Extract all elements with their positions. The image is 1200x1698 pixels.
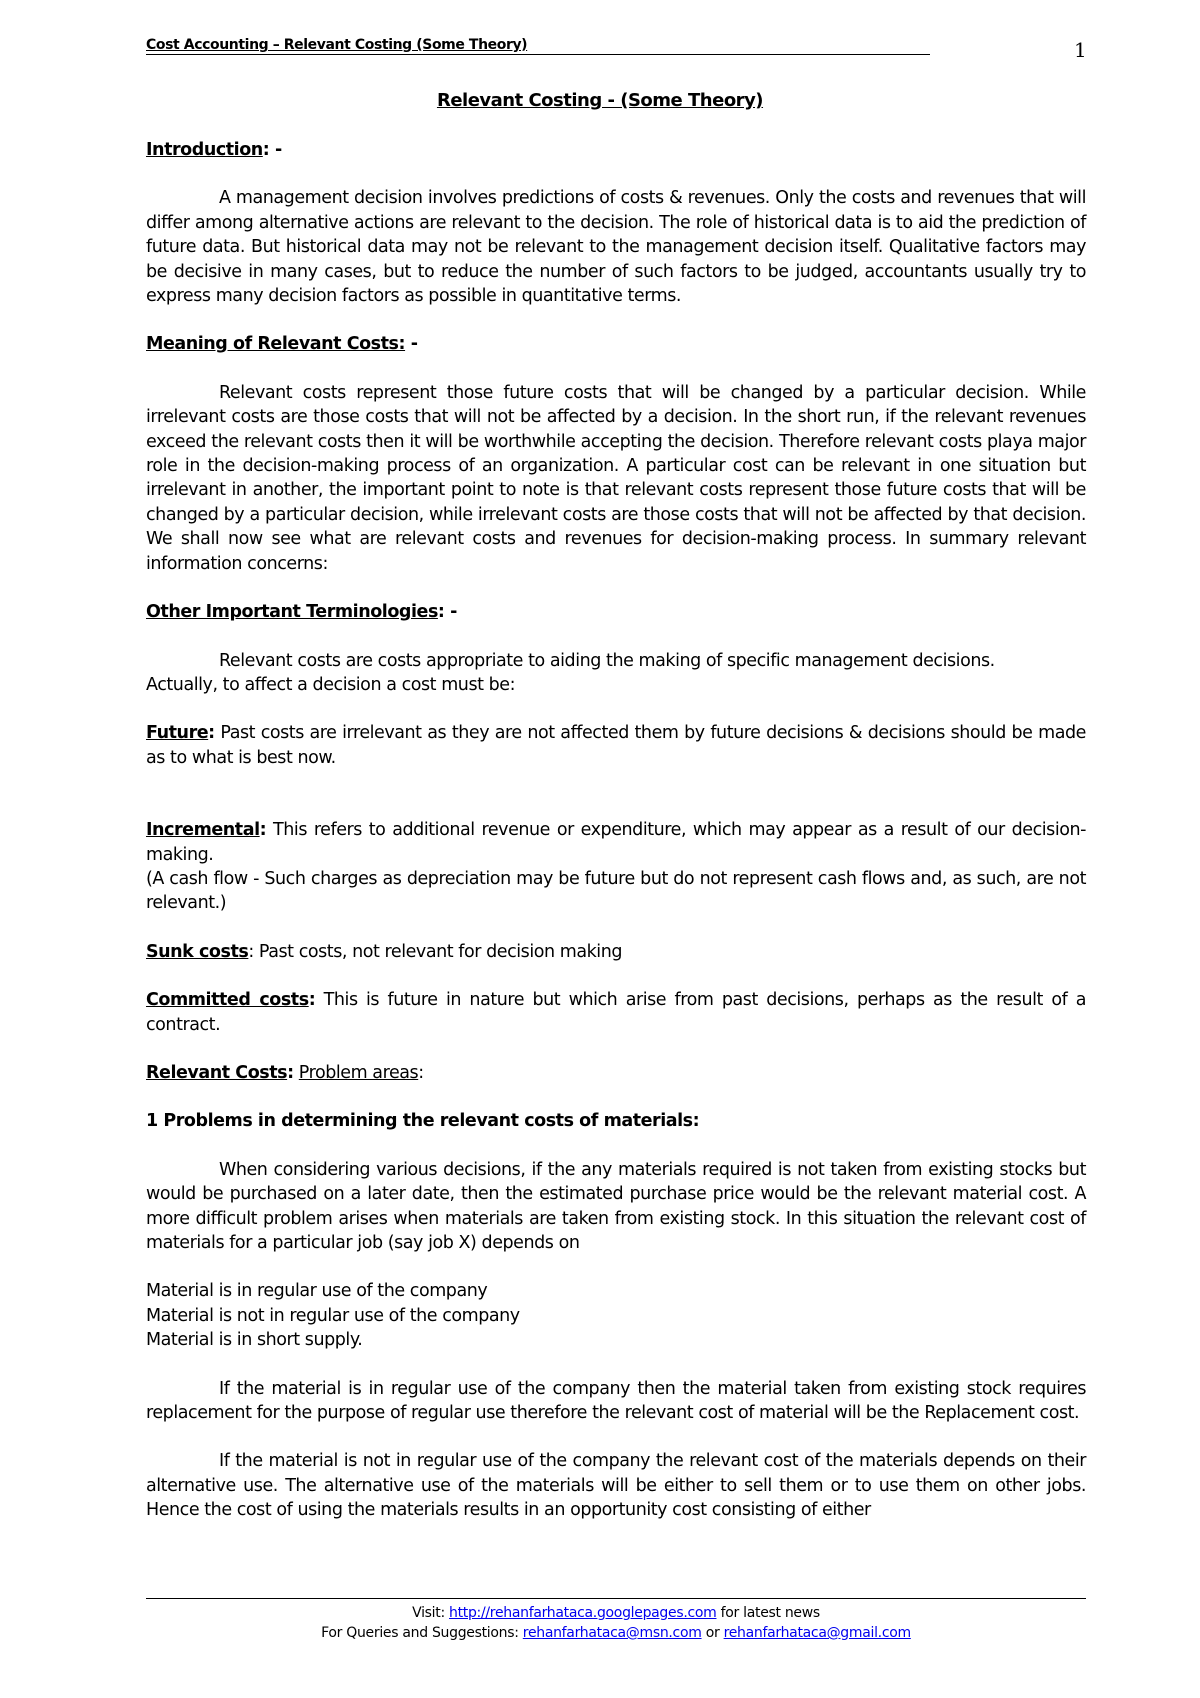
terminologies-heading-text: Other Important Terminologies — [146, 602, 438, 623]
incremental-definition — [146, 818, 1086, 867]
introduction-heading-text: Introduction — [146, 140, 263, 160]
footer-visit-line — [146, 1603, 1086, 1623]
sunk-definition — [146, 940, 1086, 964]
introduction-heading — [146, 138, 1086, 162]
meaning-heading-text: Meaning of Relevant Costs: — [146, 334, 406, 355]
meaning-paragraph: Relevant costs represent those future costs that will be changed by a particular decision. While irrelevant costs are those costs that will not be affected by a decision. In the short run, if the relevant revenues exceed the relevant costs then it will be worthwhile accepting the decision. Therefore relevant costs playa major role in the decision-making process of an organization. A particular cost can be relevant in one situation but irrelevant in another, the important point to note is that relevant costs represent those future costs that will be changed by a particular decision, while irrelevant costs are those costs that will not be affected by that decision. We shall now see what are relevant costs and revenues for decision-making process. In summary relevant information concerns: — [146, 382, 1086, 574]
introduction-paragraph: A management decision involves predictions of costs & revenues. Only the costs and revenues that will differ among alternative actions are relevant to the decision. The role of historical data is to aid the prediction of future data. But historical data may not be relevant to the management decision itself. Qualitative factors may be decisive in many cases, but to reduce the number of such factors to be judged, accountants usually try to express many decision factors as possible in quantitative terms. — [146, 188, 1086, 307]
committed-colon: : — [308, 990, 316, 1011]
footer-queries-label: For Queries and Suggestions: — [321, 1625, 523, 1641]
problem-areas-colon: : — [418, 1062, 424, 1083]
sunk-term: Sunk costs — [146, 941, 249, 962]
document-title: Relevant Costing - (Some Theory) — [436, 90, 764, 111]
footer-queries-line — [146, 1623, 1086, 1643]
future-text: Past costs are irrelevant as they are not affected them by future decisions & decisions should be made as to what is best now. — [146, 723, 1086, 768]
relevant-costs-term: Relevant Costs — [146, 1062, 288, 1083]
meaning-heading — [146, 332, 1086, 356]
incremental-colon: : — [259, 820, 267, 841]
problem1-paragraph-3: If the material is not in regular use of the company the relevant cost of the materials depends on their alternative use. The alternative use of the materials will be either to sell them or to use them on other jobs. Hence the cost of using the materials results in an opportunity cost consisting of either — [146, 1451, 1086, 1521]
committed-definition — [146, 988, 1086, 1037]
email-link-msn[interactable]: rehanfarhataca@msn.com — [522, 1625, 702, 1641]
page-number: 1 — [1074, 38, 1087, 62]
footer-or: or — [701, 1625, 724, 1641]
terminologies-heading-suffix: : - — [437, 602, 457, 623]
running-header: Cost Accounting – Relevant Costing (Some Theory) — [146, 36, 930, 55]
website-link[interactable]: http://rehanfarhataca.googlepages.com — [449, 1605, 717, 1621]
list-item: Material is not in regular use of the company — [146, 1305, 520, 1326]
future-definition — [146, 721, 1086, 770]
terminologies-line-1: Relevant costs are costs appropriate to aiding the making of specific management decisions. — [219, 650, 995, 671]
document-body — [146, 138, 1086, 1523]
footer — [146, 1603, 1086, 1643]
relevant-costs-colon: : — [287, 1062, 294, 1083]
committed-text: This is future in nature but which arise from past decisions, perhaps as the result of a contract. — [146, 990, 1086, 1035]
footer-divider — [146, 1598, 1086, 1599]
footer-visit-suffix: for latest news — [716, 1605, 820, 1621]
problem1-paragraph-2: If the material is in regular use of the company then the material taken from existing stock requires replacement for the purpose of regular use therefore the relevant cost of material will be the Replacement cost. — [146, 1378, 1086, 1424]
future-term: Future — [146, 723, 209, 744]
meaning-heading-suffix: - — [405, 334, 418, 355]
email-link-gmail[interactable]: rehanfarhataca@gmail.com — [723, 1625, 911, 1641]
problem-areas-text: Problem areas — [298, 1062, 419, 1083]
incremental-term: Incremental — [146, 820, 260, 841]
terminologies-heading — [146, 600, 1086, 624]
list-item: Material is in regular use of the company — [146, 1281, 488, 1302]
introduction-heading-suffix: : - — [262, 140, 282, 160]
problem1-paragraph: When considering various decisions, if the any materials required is not taken from existing stocks but would be purchased on a later date, then the estimated purchase price would be the relevant material cost. A more difficult problem arises when materials are taken from existing stock. In this situation the relevant cost of materials for a particular job (say job X) depends on — [146, 1159, 1086, 1253]
footer-visit-label: Visit: — [412, 1605, 450, 1621]
future-colon: : — [208, 723, 215, 744]
problem1-heading: 1 Problems in determining the relevant costs of materials: — [146, 1111, 700, 1132]
list-item: Material is in short supply. — [146, 1330, 363, 1351]
incremental-note: (A cash flow - Such charges as depreciation may be future but do not represent cash flows and, as such, are not relevant.) — [146, 868, 1086, 914]
terminologies-line-2: Actually, to affect a decision a cost must be: — [146, 674, 516, 695]
sunk-text: : Past costs, not relevant for decision making — [248, 941, 623, 962]
incremental-text: This refers to additional revenue or expenditure, which may appear as a result of our decision-making. — [146, 820, 1086, 865]
committed-term: Committed costs — [146, 990, 309, 1011]
relevant-costs-line — [146, 1061, 1086, 1085]
